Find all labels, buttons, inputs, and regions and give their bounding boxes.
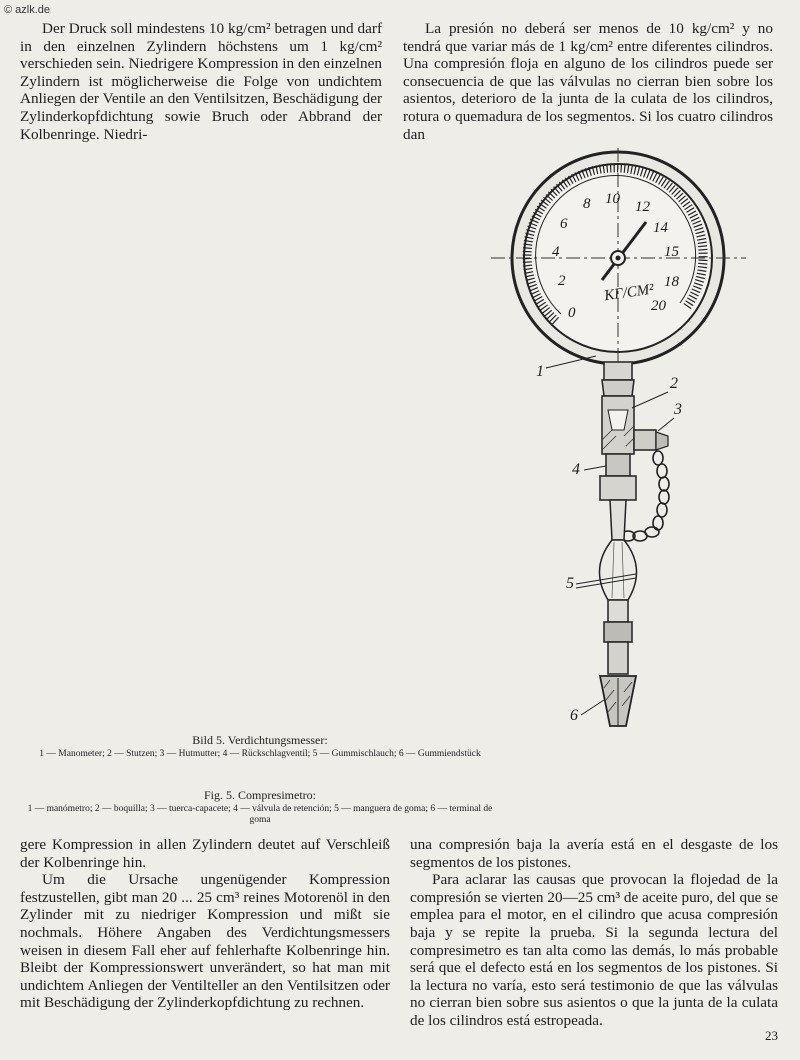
german-text-bottom	[20, 836, 390, 1012]
spanish-paragraph: La presión no deberá ser menos de 10 kg/cm² y no tendrá que variar más de 1 kg/cm² entre diferentes cilindros. Una compresión floja en alguno de los cilindros puede ser consecuencia de que las válvulas no cierran bien sobre los asientos, deterioro de la junta de la culata de los cilindros, rotura o quemadura de los segmentos. Si los cuatro cilindros dan	[403, 20, 773, 143]
callout-nozzle: 2	[670, 375, 678, 392]
callout-cap-nut: 3	[674, 401, 682, 418]
gauge-number: 12	[635, 199, 650, 215]
lower-tube	[608, 642, 628, 674]
gauge-number: 0	[568, 305, 576, 321]
spanish-paragraph: Para aclarar las causas que provocan la flojedad de la compresión se vierten 20—25 cm³ de aceite puro, del que se emplea para el motor, en el cilindro que acusa compresión baja y se repite la prueba. Si la segunda lectura del compresimetro es tan alta como las demás, lo más probable será que el defecto está en los segmentos de los pistones. Si la lectura no varía, esto será testimonio de que las válvulas no cierran bien sobre sus asientos o que la junta de la culata de los cilindros está estropeada.	[410, 871, 778, 1029]
gauge-number: 15	[664, 244, 679, 260]
gauge-number: 18	[664, 274, 679, 290]
gauge-number: 6	[560, 216, 568, 232]
callout-manometer: 1	[536, 363, 544, 380]
spanish-text-bottom	[410, 836, 778, 1030]
check-valve	[606, 454, 630, 476]
caption-german-legend: 1 — Manometer; 2 — Stutzen; 3 — Hutmutter; 4 — Rückschlagventil; 5 — Gummischlauch; 6 — Gummiendstück	[39, 749, 481, 759]
cap-nut	[634, 430, 656, 450]
gauge-number: 14	[653, 220, 668, 236]
fitting-bore	[608, 410, 628, 430]
gauge-number: 4	[552, 244, 560, 260]
gauge-number: 20	[651, 298, 666, 314]
callout-rubber-tip: 6	[570, 707, 578, 724]
page-number: 23	[765, 1028, 778, 1043]
german-text-top	[20, 20, 382, 143]
gauge-number: 8	[583, 196, 591, 212]
cap-nut-head	[656, 432, 668, 450]
lower-coupling	[604, 622, 632, 642]
callout-hose: 5	[566, 575, 574, 592]
german-paragraph: Um die Ursache ungenügender Kompression festzustellen, gibt man 20 ... 25 cm³ reines Motorenöl in den Zylinder mit zu niedriger Kompression und mißt sie nochmals. Höhere Angaben des Verdichtungsmessers weisen in diesem Fall eher auf fehlerhafte Kolbenringe hin. Bleibt der Kompressionswert unverändert, so hat man mit undichtem Anliegen der Ventilteller an den Ventilsitzen oder mit Beschädigung der Zylinderkopfdichtung zu rechnen.	[20, 871, 390, 1012]
callout-check-valve: 4	[572, 461, 580, 478]
compression-gauge-figure	[396, 140, 788, 730]
caption-spanish-title: Fig. 5. Compresimetro:	[204, 788, 316, 802]
union-nut	[602, 380, 634, 396]
hose-lower	[608, 600, 628, 622]
spanish-paragraph: una compresión baja la avería está en el desgaste de los segmentos de los pistones.	[410, 836, 778, 871]
gauge-number: 10	[605, 191, 620, 207]
watermark: © azlk.de	[4, 4, 51, 16]
hex-coupling	[600, 476, 636, 500]
german-paragraph: Der Druck soll mindestens 10 kg/cm² betragen und darf in den einzelnen Zylindern höchstens um 1 kg/cm² verschieden sein. Niedrigere Kompression in den einzelnen Zylindern ist möglicherweise die Folge von undichtem Anliegen der Ventile an den Ventilsitzen, Beschädigung der Zylinderkopfdichtung sowie Bruch oder Abbrand der Kolbenringe. Niedri-	[20, 20, 382, 143]
gauge-neck	[604, 362, 632, 380]
spanish-text-top	[403, 20, 773, 143]
gauge-number: 2	[558, 273, 566, 289]
hose-bulge	[599, 540, 636, 600]
gauge-unit-label: КГ/СМ²	[603, 281, 655, 305]
hose-upper	[610, 500, 626, 540]
gauge-needle-pin	[616, 256, 621, 261]
caption-spanish-legend: 1 — manómetro; 2 — boquilla; 3 — tuerca-capacete; 4 — válvula de retención; 5 — manguera de goma; 6 — terminal de goma	[27, 804, 493, 825]
caption-german-title: Bild 5. Verdichtungsmesser:	[192, 733, 328, 747]
german-paragraph: gere Kompression in allen Zylindern deutet auf Verschleiß der Kolbenringe hin.	[20, 836, 390, 871]
